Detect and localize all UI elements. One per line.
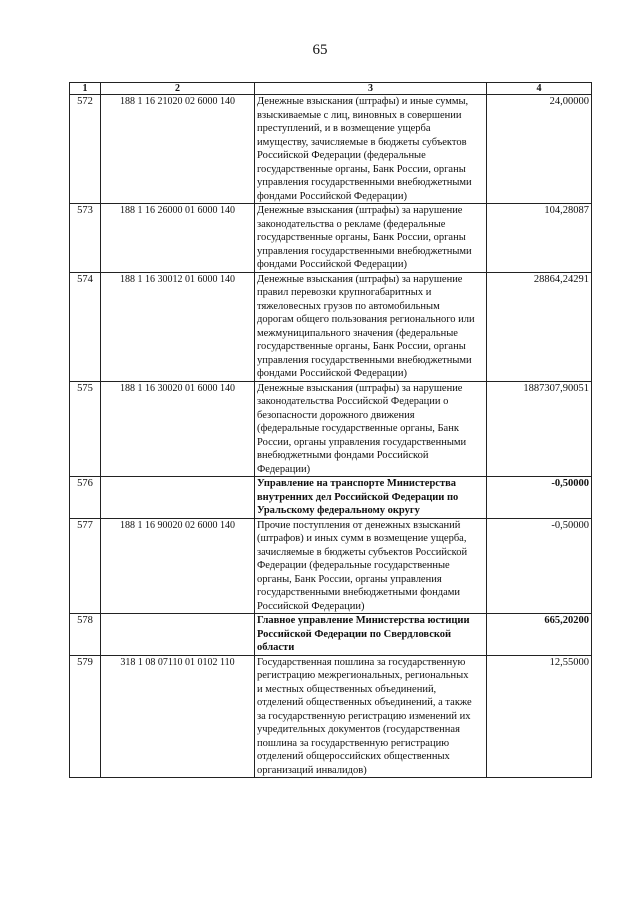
description-line: законодательства Российской Федерации о: [257, 396, 449, 407]
description-line: Государственная пошлина за государственную: [257, 656, 466, 668]
income-description: [255, 477, 487, 519]
description-line: внебюджетными фондами Российской: [257, 450, 429, 461]
row-number: 575: [70, 381, 101, 477]
description-line: фондами Российской Федерации): [257, 259, 408, 270]
amount: 28864,24291: [487, 272, 592, 381]
budget-code: 188 1 16 90020 02 6000 140: [101, 518, 255, 614]
income-description: [255, 381, 487, 477]
description-line: (штрафов) и иных сумм в возмещение ущерба,: [257, 533, 467, 544]
row-number: 579: [70, 655, 101, 778]
description-line: Российской Федерации (федеральные: [257, 150, 426, 161]
description-line: государственные органы, Банк России, органы: [257, 163, 466, 175]
description-line: Российской Федерации по Свердловской: [257, 628, 452, 640]
amount: 1887307,90051: [487, 381, 592, 477]
description-line: (федеральные государственные органы, Банк: [257, 423, 459, 434]
amount: 12,55000: [487, 655, 592, 778]
row-number: 572: [70, 95, 101, 204]
table-header-row: [70, 83, 592, 95]
description-line: дорогам общего пользования регионального или: [257, 314, 475, 325]
description-line: управления государственными внебюджетными: [257, 245, 472, 257]
description-line: органы, Банк России, органы управления: [257, 573, 442, 585]
table-row: [70, 95, 592, 204]
amount: -0,50000: [487, 518, 592, 614]
description-line: за государственную регистрацию изменений их: [257, 710, 471, 722]
description-line: Уральскому федеральному округу: [257, 505, 420, 516]
amount: 24,00000: [487, 95, 592, 204]
column-header: 2: [101, 83, 255, 95]
budget-code: [101, 477, 255, 519]
description-line: Денежные взыскания (штрафы) за нарушение: [257, 382, 463, 394]
description-line: России, органы управления государственными: [257, 436, 467, 448]
column-header: 1: [70, 83, 101, 95]
income-description: [255, 204, 487, 273]
description-line: государственными внебюджетными фондами: [257, 587, 461, 598]
description-line: Денежные взыскания (штрафы) за нарушение: [257, 205, 463, 216]
income-description: [255, 518, 487, 614]
amount: 104,28087: [487, 204, 592, 273]
description-line: отделений общероссийских общественных: [257, 751, 450, 762]
income-description: [255, 272, 487, 381]
table-row: [70, 614, 592, 656]
column-header: 4: [487, 83, 592, 95]
description-line: внутренних дел Российской Федерации по: [257, 491, 459, 503]
table-row: [70, 655, 592, 778]
description-line: правил перевозки крупногабаритных и: [257, 287, 432, 298]
table-row: [70, 381, 592, 477]
description-line: управления государственными внебюджетными: [257, 177, 472, 188]
description-line: тяжеловесных грузов по автомобильным: [257, 300, 440, 312]
description-line: фондами Российской Федерации): [257, 368, 408, 379]
budget-code: [101, 614, 255, 656]
row-number: 577: [70, 518, 101, 614]
description-line: законодательства о рекламе (федеральные: [257, 218, 446, 230]
budget-code: 188 1 16 30012 01 6000 140: [101, 272, 255, 381]
description-line: отделений общественных объединений, а также: [257, 697, 472, 708]
description-line: управления государственными внебюджетными: [257, 354, 472, 366]
description-line: государственные органы, Банк России, органы: [257, 341, 466, 352]
column-header: 3: [255, 83, 487, 95]
table-row: [70, 477, 592, 519]
description-line: организаций инвалидов): [257, 764, 367, 776]
description-line: преступлений, и в возмещение ущерба: [257, 123, 431, 134]
description-line: Денежные взыскания (штрафы) за нарушение: [257, 273, 463, 285]
budget-code: 188 1 16 30020 01 6000 140: [101, 381, 255, 477]
income-description: [255, 655, 487, 778]
description-line: безопасности дорожного движения: [257, 409, 415, 421]
description-line: учредительных документов (государственная: [257, 724, 460, 735]
amount: 665,20200: [487, 614, 592, 656]
description-line: пошлина за государственную регистрацию: [257, 737, 450, 749]
description-line: государственные органы, Банк России, органы: [257, 232, 466, 243]
income-description: [255, 95, 487, 204]
table-row: [70, 518, 592, 614]
budget-code: 318 1 08 07110 01 0102 110: [101, 655, 255, 778]
row-number: 574: [70, 272, 101, 381]
description-line: Управление на транспорте Министерства: [257, 478, 457, 489]
description-line: фондами Российской Федерации): [257, 190, 408, 202]
table-row: [70, 204, 592, 273]
description-line: Главное управление Министерства юстиции: [257, 615, 470, 626]
description-line: Российской Федерации): [257, 600, 365, 612]
description-line: регистрацию межрегиональных, региональных: [257, 670, 469, 681]
budget-code: 188 1 16 26000 01 6000 140: [101, 204, 255, 273]
description-line: взыскиваемые с лиц, виновных в совершении: [257, 109, 462, 121]
row-number: 576: [70, 477, 101, 519]
row-number: 573: [70, 204, 101, 273]
budget-table: [69, 82, 592, 778]
description-line: Прочие поступления от денежных взысканий: [257, 519, 461, 531]
row-number: 578: [70, 614, 101, 656]
description-line: зачисляемые в бюджеты субъектов Российской: [257, 546, 468, 558]
table-row: [70, 272, 592, 381]
amount: -0,50000: [487, 477, 592, 519]
description-line: межмуниципального значения (федеральные: [257, 327, 458, 339]
description-line: Денежные взыскания (штрафы) и иные суммы,: [257, 96, 469, 107]
income-description: [255, 614, 487, 656]
description-line: имуществу, зачисляемые в бюджеты субъектов: [257, 136, 467, 148]
description-line: Федерации): [257, 463, 311, 475]
description-line: Федерации (федеральные государственные: [257, 560, 450, 571]
description-line: области: [257, 642, 295, 653]
description-line: и местных общественных объединений,: [257, 683, 437, 695]
budget-code: 188 1 16 21020 02 6000 140: [101, 95, 255, 204]
page-number: 65: [312, 42, 328, 58]
